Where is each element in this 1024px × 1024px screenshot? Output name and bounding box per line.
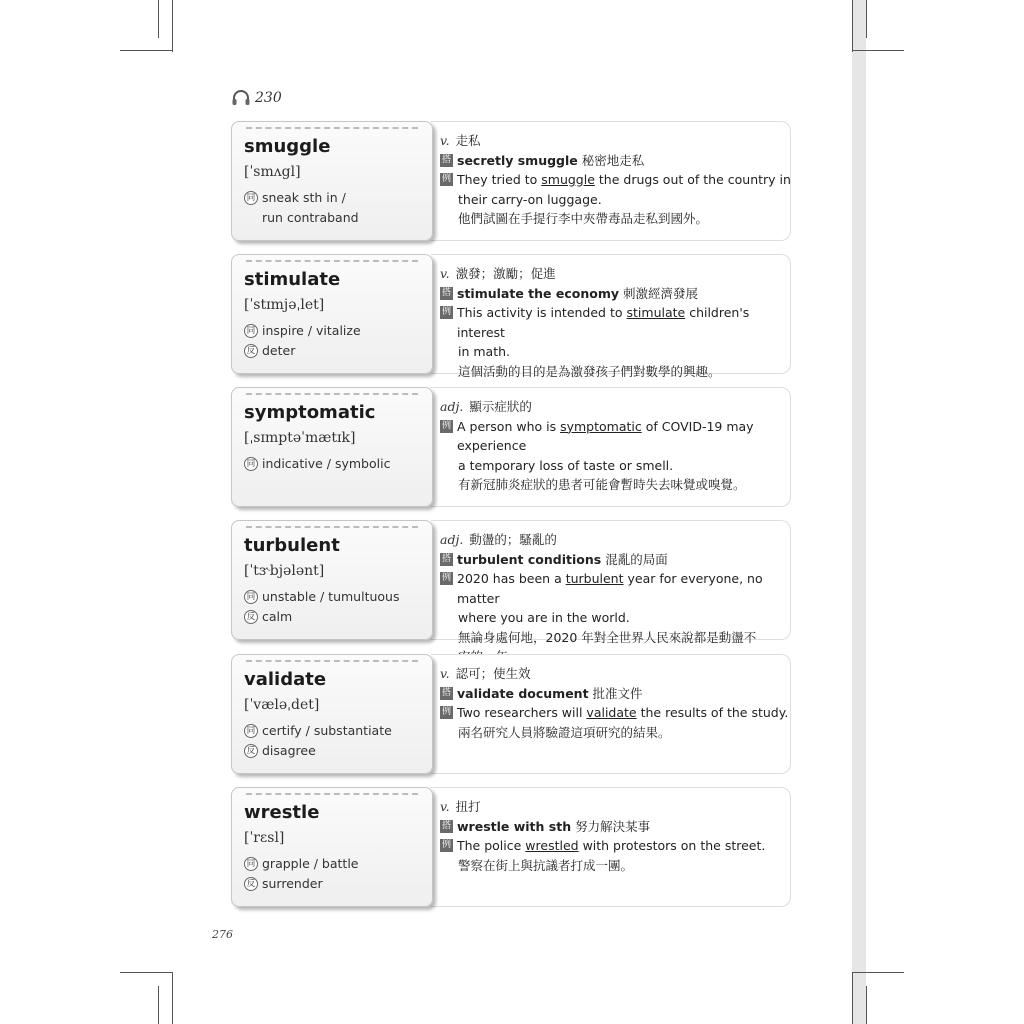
audio-track[interactable] <box>231 90 282 106</box>
example-keyword: symptomatic <box>560 418 642 434</box>
example-icon: 例 <box>441 174 451 184</box>
card-stitch <box>246 393 418 395</box>
headword: validate <box>244 669 327 690</box>
example-icon: 例 <box>441 420 451 431</box>
headword: smuggle <box>244 136 331 157</box>
pronunciation: [ˈsmʌgl] <box>244 164 301 180</box>
pronunciation: [ˌsɪmptəˈmætɪk] <box>244 430 356 446</box>
collocation-translation: 秘密地走私 <box>581 152 645 168</box>
synonym-icon: 同 <box>244 590 258 604</box>
example-text: This activity is intended to <box>457 305 627 320</box>
part-of-speech: adj. <box>440 399 464 414</box>
example-text: year for everyone, no matter <box>457 571 763 606</box>
vocab-entry <box>231 387 791 507</box>
word-card <box>231 387 433 507</box>
vocab-entry <box>231 654 791 774</box>
definition-block <box>440 664 794 742</box>
collocation-translation: 批准文件 <box>592 685 643 701</box>
synonyms: sneak sth in / <box>262 190 346 205</box>
vocab-entry <box>231 121 791 241</box>
collocation-icon: 搭 <box>441 154 451 165</box>
pronunciation: [ˈrɛsl] <box>244 830 285 846</box>
example-text: the results of the study. <box>636 705 789 720</box>
headword: symptomatic <box>244 402 376 423</box>
meaning: 扭打 <box>455 799 481 814</box>
synonyms: inspire / vitalize <box>262 323 361 338</box>
example-keyword: validate <box>586 705 637 720</box>
collocation-translation: 混亂的局面 <box>605 551 668 567</box>
vocab-entry <box>231 254 791 379</box>
example-text: 2020 has been a <box>457 571 566 586</box>
example-text: of COVID-19 may experience <box>457 418 754 453</box>
headword: wrestle <box>244 802 320 823</box>
antonym-icon: 反 <box>244 344 258 358</box>
example-icon: 例 <box>441 307 451 317</box>
word-card <box>231 520 433 640</box>
definition-block <box>440 530 794 667</box>
definition-block <box>440 797 794 875</box>
example-translation: 兩名研究人員將驗證這項研究的結果。 <box>458 724 671 740</box>
example-text: with protestors on the street. <box>578 838 766 853</box>
example-icon: 例 <box>441 573 451 583</box>
example-text-continued: a temporary loss of taste or smell. <box>458 457 674 473</box>
synonyms: grapple / battle <box>262 856 359 871</box>
example-text: the drugs out of the country in <box>594 172 791 187</box>
collocation: validate document <box>457 685 589 701</box>
word-card <box>231 787 433 907</box>
collocation-icon: 搭 <box>441 287 451 298</box>
definition-block <box>440 264 794 381</box>
example-translation: 無論身處何地，2020 年對全世界人民來說都是動盪不 <box>458 629 757 645</box>
synonym-icon: 同 <box>244 191 258 205</box>
antonyms: surrender <box>262 876 323 891</box>
pronunciation: [ˈvæləˌdet] <box>244 697 320 713</box>
page-number: 276 <box>212 928 233 941</box>
example-text: children's interest <box>457 305 750 340</box>
example-translation: 他們試圖在手提行李中夾帶毒品走私到國外。 <box>458 211 709 226</box>
collocation-icon: 搭 <box>441 553 451 564</box>
meaning: 顯示症狀的 <box>469 399 532 414</box>
card-stitch <box>246 260 418 262</box>
vocab-entry <box>231 787 791 907</box>
part-of-speech: v. <box>440 266 450 281</box>
meaning: 走私 <box>455 133 481 148</box>
meaning: 激發；激勵；促進 <box>455 266 556 281</box>
antonyms: deter <box>262 343 296 358</box>
antonym-icon: 反 <box>244 877 258 891</box>
example-icon: 例 <box>441 840 451 850</box>
example-translation: 有新冠肺炎症狀的患者可能會暫時失去味覺或嗅覺。 <box>458 477 746 492</box>
definition-block <box>440 397 794 495</box>
synonym-icon: 同 <box>244 724 258 738</box>
antonym-icon: 反 <box>244 610 258 624</box>
example-text-continued: their carry-on luggage. <box>458 191 602 207</box>
headphones-icon <box>231 90 251 106</box>
card-stitch <box>246 660 418 662</box>
synonyms: indicative / symbolic <box>262 456 391 471</box>
example-text-continued: in math. <box>458 344 511 359</box>
card-stitch <box>246 793 418 795</box>
meaning: 動盪的；騷亂的 <box>469 532 557 547</box>
example-keyword: wrestled <box>525 838 579 853</box>
collocation: wrestle with sth <box>457 818 572 834</box>
part-of-speech: v. <box>440 133 450 148</box>
synonym-icon: 同 <box>244 324 258 338</box>
collocation-translation: 努力解決某事 <box>575 818 651 834</box>
word-card <box>231 654 433 774</box>
antonym-icon: 反 <box>244 744 258 758</box>
collocation-translation: 刺激經濟發展 <box>622 285 698 301</box>
example-keyword: turbulent <box>565 571 624 586</box>
example-keyword: stimulate <box>626 305 686 320</box>
page-gutter-band <box>852 0 866 1024</box>
antonyms: calm <box>262 609 293 624</box>
card-stitch <box>246 127 418 129</box>
part-of-speech: v. <box>440 799 450 814</box>
example-icon: 例 <box>441 707 451 717</box>
synonyms: unstable / tumultuous <box>262 589 400 604</box>
example-translation: 這個活動的目的是為激發孩子們對數學的興趣。 <box>458 363 721 379</box>
synonym-icon: 同 <box>244 457 258 471</box>
pronunciation: [ˈtɝbjələnt] <box>244 563 325 579</box>
part-of-speech: v. <box>440 666 450 681</box>
collocation: secretly smuggle <box>457 152 578 168</box>
definition-block <box>440 131 794 229</box>
example-text: They tried to <box>457 172 542 187</box>
collocation-icon: 搭 <box>441 687 451 698</box>
headword: stimulate <box>244 269 341 290</box>
example-text-continued: where you are in the world. <box>458 610 630 625</box>
vocab-entry <box>231 520 791 645</box>
example-text: The police <box>457 838 526 853</box>
headword: turbulent <box>244 535 340 556</box>
example-text: A person who is <box>457 418 561 434</box>
pronunciation: [ˈstɪmjəˌlet] <box>244 297 325 313</box>
collocation-icon: 搭 <box>441 820 451 831</box>
card-stitch <box>246 526 418 528</box>
example-translation: 警察在街上與抗議者打成一團。 <box>458 857 634 873</box>
word-card <box>231 254 433 374</box>
synonyms: certify / substantiate <box>262 723 392 738</box>
example-keyword: smuggle <box>541 172 595 187</box>
synonym-icon: 同 <box>244 857 258 871</box>
meaning: 認可；使生效 <box>455 666 531 681</box>
synonyms-continued: run contraband <box>262 210 359 225</box>
antonyms: disagree <box>262 743 316 758</box>
audio-track-number: 230 <box>255 90 282 106</box>
collocation: stimulate the economy <box>457 285 619 301</box>
part-of-speech: adj. <box>440 532 464 547</box>
example-text: Two researchers will <box>457 705 587 720</box>
collocation: turbulent conditions <box>457 551 602 567</box>
word-card <box>231 121 433 241</box>
